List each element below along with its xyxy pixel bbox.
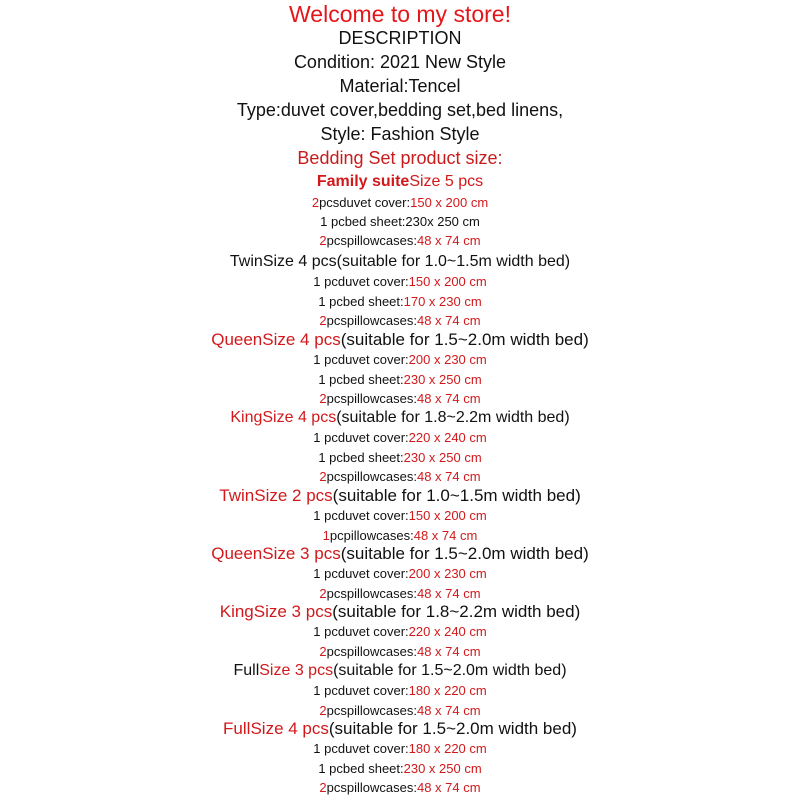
section-header <box>0 719 800 739</box>
section-header <box>0 408 800 427</box>
item-qty: 1 pc <box>313 274 338 289</box>
list-item <box>0 372 800 388</box>
list-item <box>0 566 800 582</box>
item-label: pcspillowcases: <box>326 469 417 484</box>
size-pieces: Size 3 pcs <box>259 662 334 679</box>
item-qty: 1 pc <box>318 293 343 309</box>
item-label: bed sheet: <box>342 449 404 465</box>
size-name: Full <box>233 662 260 679</box>
list-item <box>0 761 800 777</box>
item-qty: 2 <box>319 391 327 406</box>
item-qty: 1 pc <box>313 683 338 698</box>
size-pieces: Size 4 pcs <box>262 409 337 426</box>
item-qty: 2 <box>319 313 327 328</box>
list-item <box>0 214 800 230</box>
item-dim: 200 x 230 cm <box>408 566 487 581</box>
item-qty: 1 pc <box>313 566 338 581</box>
item-label: pcspillowcases: <box>326 780 417 795</box>
list-item <box>0 780 800 796</box>
item-qty: 1 pc <box>313 352 338 367</box>
item-qty: 2 <box>319 780 327 795</box>
item-qty: 1 pc <box>318 760 343 776</box>
list-item <box>0 703 800 719</box>
list-item <box>0 624 800 640</box>
size-pieces: Size 3 pcs <box>262 544 341 563</box>
item-qty: 2 <box>311 195 320 210</box>
size-suitability: (suitable for 1.0~1.5m width bed) <box>336 253 571 270</box>
list-item <box>0 683 800 699</box>
item-dim: 48 x 74 cm <box>416 391 481 406</box>
item-dim: 48 x 74 cm <box>416 469 481 484</box>
list-item <box>0 233 800 249</box>
item-dim: 230 x 250 cm <box>403 760 482 776</box>
item-dim: 180 x 220 cm <box>408 741 487 756</box>
size-suitability: (suitable for 1.0~1.5m width bed) <box>332 486 581 505</box>
item-dim: 150 x 200 cm <box>408 274 487 289</box>
family-suite-size: Size 5 pcs <box>409 173 484 190</box>
size-suitability: (suitable for 1.5~2.0m width bed) <box>328 719 577 738</box>
item-label: duvet cover: <box>337 352 409 367</box>
item-qty: 2 <box>319 702 327 718</box>
material-line: Material:Tencel <box>339 76 461 96</box>
size-suitability: (suitable for 1.5~2.0m width bed) <box>333 662 567 679</box>
size-name: Queen <box>211 330 263 349</box>
list-item <box>0 469 800 485</box>
description-heading: DESCRIPTION <box>338 28 462 48</box>
list-item <box>0 586 800 602</box>
family-suite-name: Family suite <box>316 173 410 190</box>
item-qty: 1 pc <box>318 449 343 465</box>
item-dim: 48 x 74 cm <box>416 702 481 718</box>
size-heading: Bedding Set product size: <box>297 148 503 168</box>
item-qty: 1 pc <box>313 508 338 523</box>
item-label: pcspillowcases: <box>326 391 417 406</box>
list-item <box>0 644 800 660</box>
item-qty: 2 <box>319 233 327 248</box>
list-item <box>0 508 800 524</box>
item-qty: 1 pc <box>318 371 343 387</box>
size-pieces: Size 4 pcs <box>262 330 341 349</box>
family-suite-header <box>0 172 800 192</box>
list-item <box>0 294 800 310</box>
size-name: King <box>230 409 263 426</box>
section-header <box>0 330 800 350</box>
item-qty: 1 pc <box>313 430 338 445</box>
item-dim: 230 x 250 cm <box>403 371 482 387</box>
list-item <box>0 352 800 368</box>
section-header <box>0 252 800 271</box>
item-dim: 150 x 200 cm <box>410 195 489 210</box>
item-label: pcspillowcases: <box>326 643 417 659</box>
item-label: duvet cover: <box>337 624 409 639</box>
size-pieces: Size 4 pcs <box>262 253 337 270</box>
style-line: Style: Fashion Style <box>320 124 480 144</box>
size-suitability: (suitable for 1.5~2.0m width bed) <box>340 330 589 349</box>
section-header <box>0 486 800 506</box>
item-dim: 48 x 74 cm <box>413 527 478 543</box>
item-dim: 48 x 74 cm <box>416 585 481 601</box>
item-qty: 1 pc <box>313 741 338 756</box>
item-label: pcpillowcases: <box>329 527 414 543</box>
size-suitability: (suitable for 1.8~2.2m width bed) <box>332 602 581 621</box>
list-item <box>0 195 800 211</box>
item-label: duvet cover: <box>337 430 409 445</box>
item-dim: 220 x 240 cm <box>408 430 487 445</box>
item-label: pcsduvet cover: <box>319 195 411 210</box>
item-dim: 48 x 74 cm <box>416 233 481 248</box>
item-dim: 48 x 74 cm <box>416 313 481 328</box>
item-qty: 1 pc <box>320 214 345 229</box>
item-label: duvet cover: <box>337 683 409 698</box>
size-pieces: Size 4 pcs <box>250 719 329 738</box>
list-item <box>0 391 800 407</box>
size-name: Full <box>223 719 251 738</box>
section-header <box>0 602 800 622</box>
size-name: Queen <box>211 544 263 563</box>
condition-line: Condition: 2021 New Style <box>293 52 507 72</box>
list-item <box>0 741 800 757</box>
item-qty: 2 <box>319 643 327 659</box>
size-name: King <box>219 602 254 621</box>
size-suitability: (suitable for 1.5~2.0m width bed) <box>340 544 589 563</box>
list-item <box>0 528 800 544</box>
item-label: duvet cover: <box>337 566 409 581</box>
item-dim: 220 x 240 cm <box>408 624 487 639</box>
section-header <box>0 544 800 564</box>
item-label: bed sheet: <box>342 760 404 776</box>
item-dim: 180 x 220 cm <box>408 683 487 698</box>
size-pieces: Size 3 pcs <box>253 602 333 621</box>
size-pieces: Size 2 pcs <box>254 486 333 505</box>
item-qty: 2 <box>319 585 327 601</box>
section-header <box>0 661 800 680</box>
item-qty: 1 pc <box>313 624 338 639</box>
item-label: bed sheet: <box>342 293 404 309</box>
item-qty: 2 <box>319 469 327 484</box>
item-dim: 48 x 74 cm <box>416 643 481 659</box>
type-line: Type:duvet cover,bedding set,bed linens, <box>236 100 564 120</box>
item-label: duvet cover: <box>337 508 409 523</box>
item-label: bed sheet:230x 250 cm <box>344 214 480 229</box>
item-dim: 48 x 74 cm <box>416 780 481 795</box>
item-label: pcspillowcases: <box>326 313 417 328</box>
item-qty: 1 <box>322 527 330 543</box>
item-dim: 170 x 230 cm <box>403 293 482 309</box>
item-label: pcspillowcases: <box>326 702 417 718</box>
list-item <box>0 450 800 466</box>
item-dim: 150 x 200 cm <box>408 508 487 523</box>
welcome-heading: Welcome to my store! <box>289 1 511 27</box>
item-label: pcspillowcases: <box>326 585 417 601</box>
size-name: Twin <box>219 486 255 505</box>
item-dim: 230 x 250 cm <box>403 449 482 465</box>
size-suitability: (suitable for 1.8~2.2m width bed) <box>336 409 570 426</box>
size-name: Twin <box>229 253 263 270</box>
list-item <box>0 274 800 290</box>
item-label: duvet cover: <box>337 274 409 289</box>
item-label: pcspillowcases: <box>326 233 417 248</box>
item-label: duvet cover: <box>337 741 409 756</box>
item-label: bed sheet: <box>342 371 404 387</box>
item-dim: 200 x 230 cm <box>408 352 487 367</box>
list-item <box>0 313 800 329</box>
list-item <box>0 430 800 446</box>
